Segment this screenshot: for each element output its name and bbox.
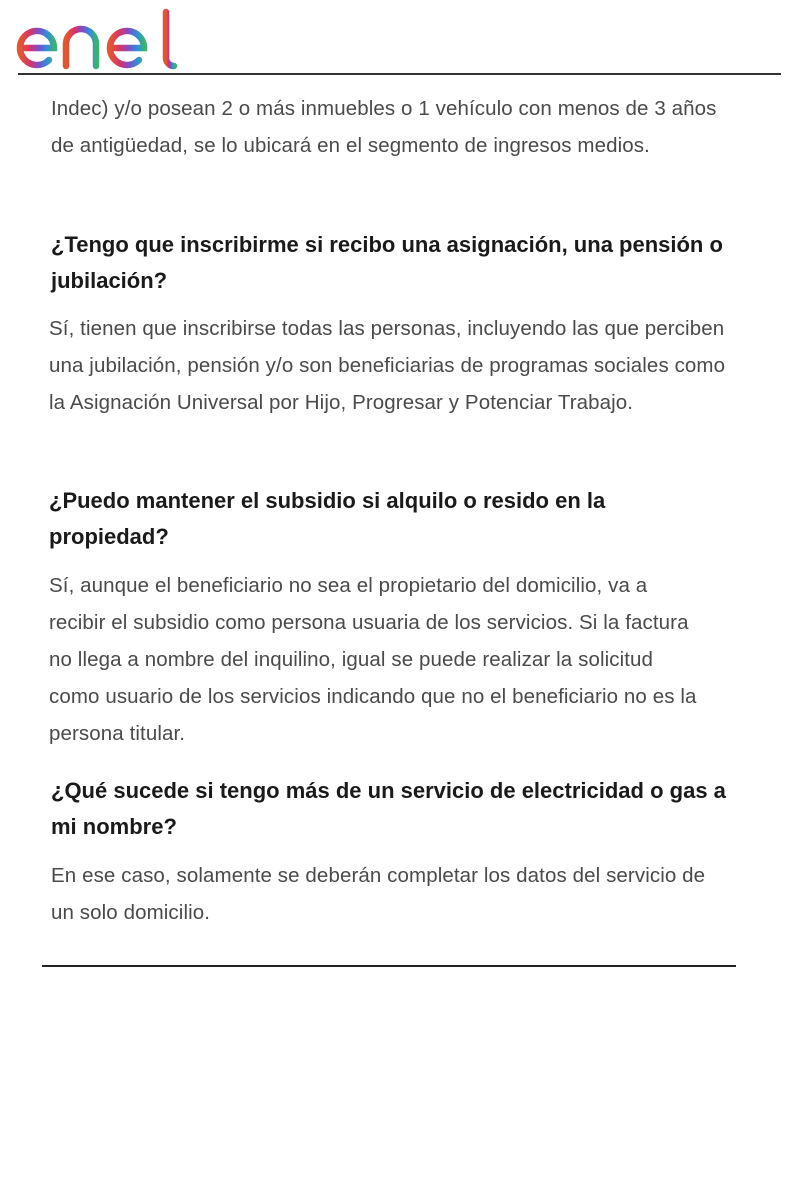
faq-answer-multiple-services: En ese caso, solamente se deberán completar los datos del servicio de un solo domicilio. — [51, 864, 706, 924]
enel-logo[interactable] — [16, 8, 180, 70]
header-divider — [18, 73, 781, 75]
intro-paragraph: Indec) y/o posean 2 o más inmuebles o 1 vehículo con menos de 3 años de antigüedad, se lo ubicará en el segmento de ingresos medios. — [51, 97, 717, 157]
content-divider — [42, 965, 736, 967]
faq-question-multiple-services: ¿Qué sucede si tengo más de un servicio de electricidad o gas a mi nombre? — [51, 778, 726, 839]
faq-question-pension: ¿Tengo que inscribirme si recibo una asignación, una pensión o jubilación? — [51, 232, 723, 293]
site-header — [0, 0, 800, 76]
faq-answer-pension: Sí, tienen que inscribirse todas las personas, incluyendo las que perciben una jubilación, pensión y/o son beneficiarias de programas sociales como la Asignación Universal por Hijo, Progresar y Potenciar Trabajo. — [49, 317, 726, 414]
faq-answer-rent: Sí, aunque el beneficiario no sea el propietario del domicilio, va a recibir el subsidio como persona usuaria de los servicios. Si la factura no llega a nombre del inquilino, igual se puede realizar la solicitud como usuario de los servicios indicando que no el beneficiario no es la persona titular. — [49, 574, 697, 745]
faq-question-rent: ¿Puedo mantener el subsidio si alquilo o resido en la propiedad? — [49, 488, 606, 549]
